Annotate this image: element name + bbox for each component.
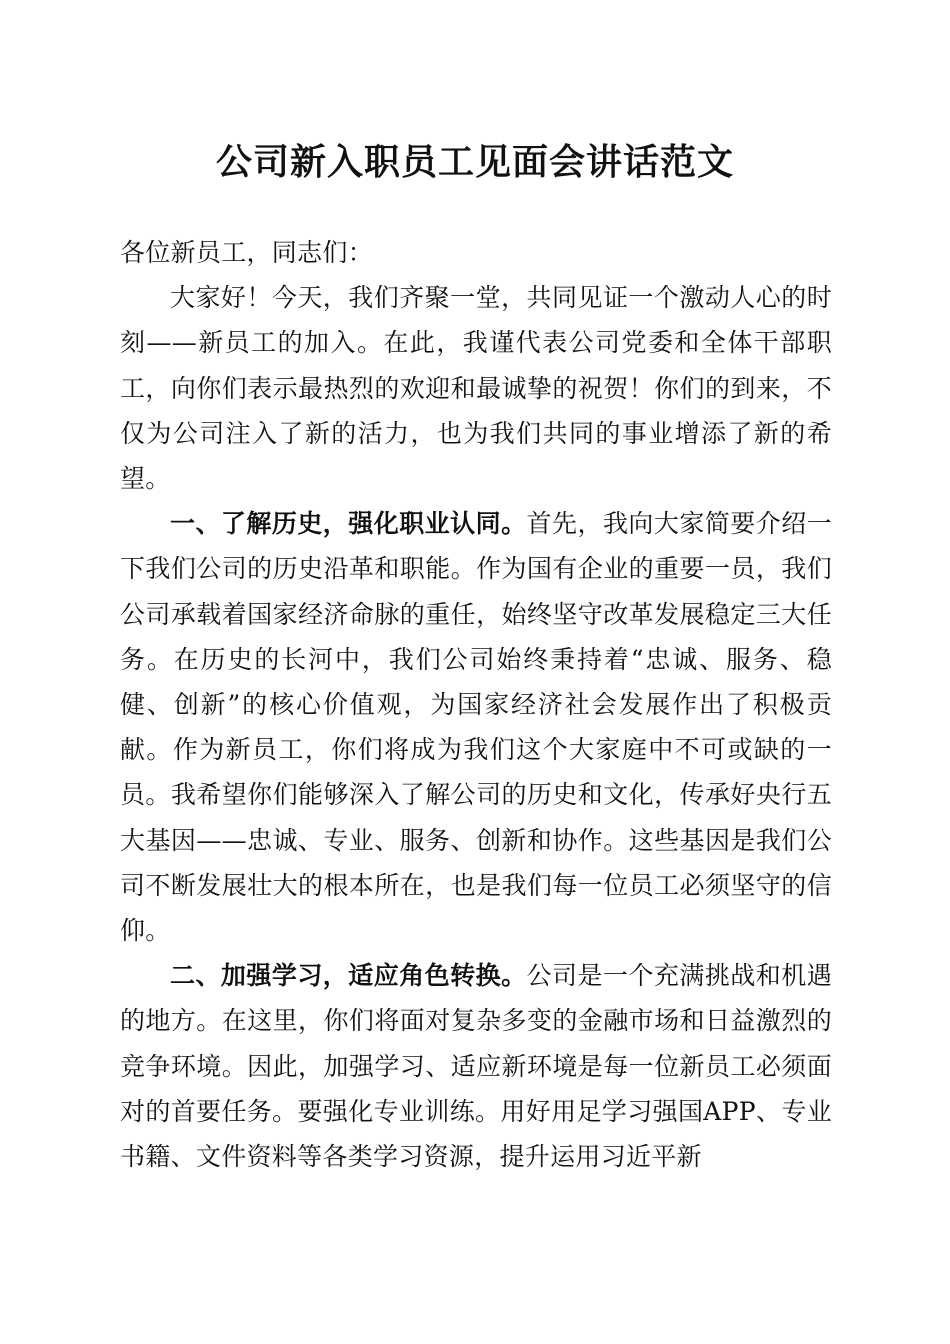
section-heading: 二、加强学习，适应角色转换。 xyxy=(170,961,527,991)
paragraph-text: 公司是一个充满挑战和机遇的地方。在这里，你们将面对复杂多变的金融市场和日益激烈的竞争环境。因此，加强学习、适应新环境是每一位新员工必须面对的首要任务。要强化专业训练。用好用足学习强国APP、专业书籍、文件资料等各类学习资源，提升运用习近平新 xyxy=(120,961,832,1172)
paragraph-section-1 xyxy=(120,501,832,953)
paragraph-section-2 xyxy=(120,953,832,1179)
section-heading: 一、了解历史，强化职业认同。 xyxy=(170,509,527,539)
paragraph-intro xyxy=(120,275,832,501)
paragraph-text: 首先，我向大家简要介绍一下我们公司的历史沿革和职能。作为国有企业的重要一员，我们公司承载着国家经济命脉的重任，始终坚守改革发展稳定三大任务。在历史的长河中，我们公司始终秉持着“忠诚、服务、稳健、创新”的核心价值观，为国家经济社会发展作出了积极贡献。作为新员工，你们将成为我们这个大家庭中不可或缺的一员。我希望你们能够深入了解公司的历史和文化，传承好央行五大基因——忠诚、专业、服务、创新和协作。这些基因是我们公司不断发展壮大的根本所在，也是我们每一位员工必须坚守的信仰。 xyxy=(120,509,832,946)
greeting-line: 各位新员工，同志们： xyxy=(120,238,374,267)
paragraph-text: 大家好！今天，我们齐聚一堂，共同见证一个激动人心的时刻——新员工的加入。在此，我谨代表公司党委和全体干部职工，向你们表示最热烈的欢迎和最诚挚的祝贺！你们的到来，不仅为公司注入了新的活力，也为我们共同的事业增添了新的希望。 xyxy=(120,283,832,494)
document-body xyxy=(120,230,832,1179)
document-title: 公司新入职员工见面会讲话范文 xyxy=(215,141,734,183)
